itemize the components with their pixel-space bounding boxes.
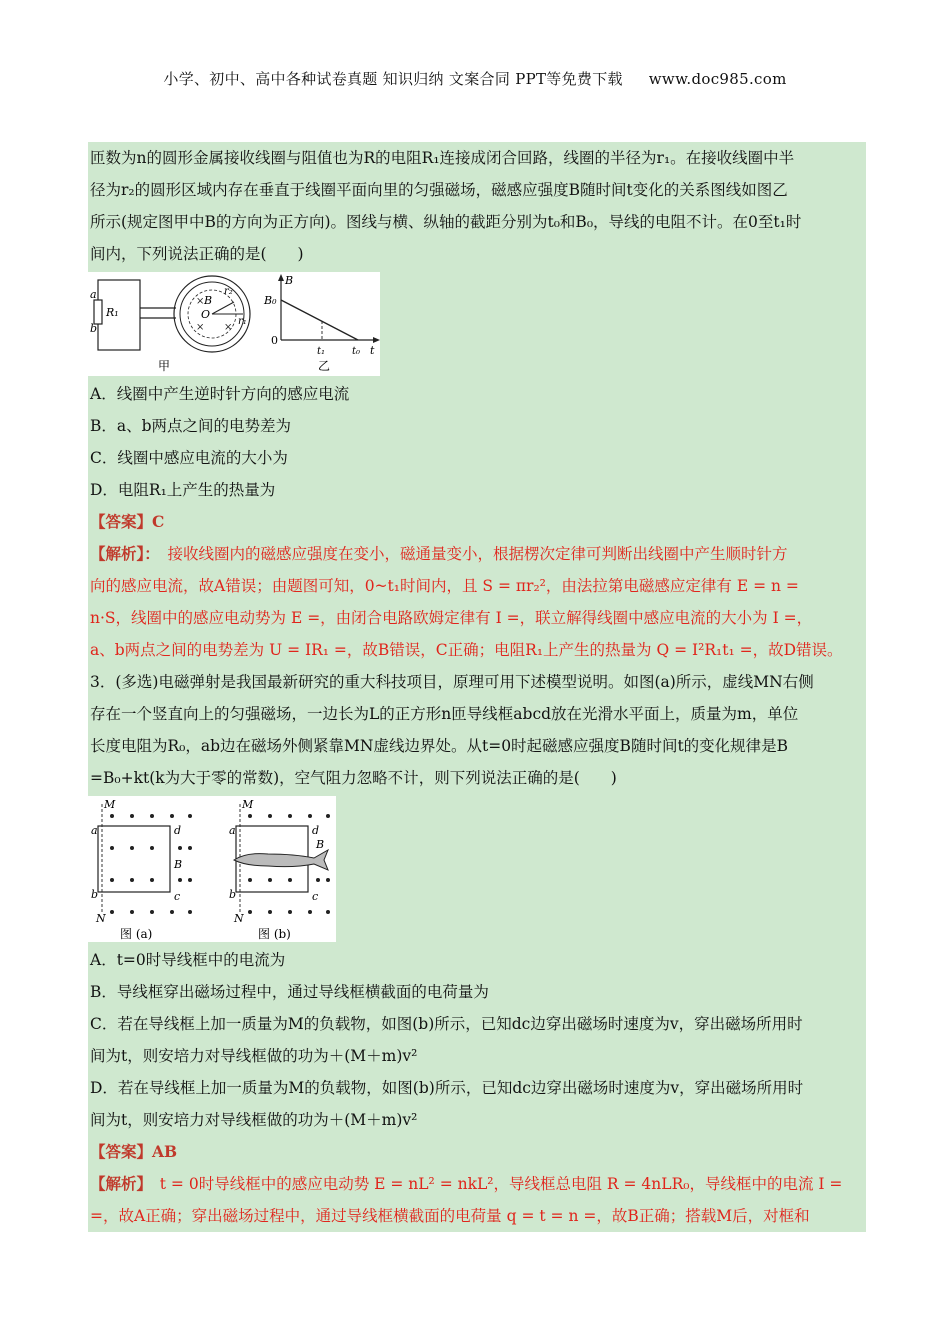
label-B: B xyxy=(204,294,213,307)
q3-analysis-line: t = 0时导线框中的感应电动势 E = nL² = nkL²，导线框总电阻 R = 4nLR₀，导线框中的电流 I = xyxy=(144,1175,843,1193)
svg-text:×: × xyxy=(196,296,205,307)
fig-a-M: M xyxy=(104,798,116,811)
label-r1: r₁ xyxy=(238,316,247,327)
graph-t: t xyxy=(370,344,375,357)
q2-answer: 【答案】C xyxy=(90,512,165,531)
graph-B0: B₀ xyxy=(264,294,277,307)
q3-option: 间为t，则安培力对导线框做的功为＋(M＋m)v² xyxy=(90,1111,418,1129)
q3-analysis-line: =，故A正确；穿出磁场过程中，通过导线框横截面的电荷量 q = t = n =，故B正确；搭载M后，对框和 xyxy=(90,1207,810,1225)
q2-analysis-line: 向的感应电流，故A错误；由题图可知，0~t₁时间内，且 S = πr₂²，由法拉第电磁感应定律有 E = n = xyxy=(90,577,799,595)
svg-text:×: × xyxy=(224,322,233,333)
label-R1: R₁ xyxy=(106,306,119,319)
q2-option: C．线圈中感应电流的大小为 xyxy=(90,449,288,467)
q2-line: 所示(规定图甲中B的方向为正方向)。图线与横、纵轴的截距分别为t₀和B₀，导线的电阻不计。在0至t₁时 xyxy=(90,213,802,231)
question-panel xyxy=(88,142,866,1232)
fig-b-c: c xyxy=(312,890,319,903)
fig-a-b: b xyxy=(91,888,99,901)
fig-b-M: M xyxy=(242,798,254,811)
fig-a-c: c xyxy=(174,890,181,903)
q3-option: D．若在导线框上加一质量为M的负载物，如图(b)所示，已知dc边穿出磁场时速度为v，穿出磁场所用时 xyxy=(90,1079,804,1097)
label-yi: 乙 xyxy=(318,359,331,373)
fig-b-a: a xyxy=(229,824,236,837)
q3-option: 间为t，则安培力对导线框做的功为＋(M＋m)v² xyxy=(90,1047,418,1065)
q2-analysis-line: 接收线圈内的磁感应强度在变小，磁通量变小，根据楞次定律可判断出线圈中产生顺时针方 xyxy=(152,545,788,563)
q3-line: =B₀+kt(k为大于零的常数)，空气阻力忽略不计，则下列说法正确的是( ) xyxy=(90,769,617,787)
q3-line: 3．(多选)电磁弹射是我国最新研究的重大科技项目，原理可用下述模型说明。如图(a)所示，虚线MN右侧 xyxy=(90,673,814,691)
graph-yaxis: B xyxy=(285,274,294,287)
q3-answer: 【答案】AB xyxy=(90,1142,178,1161)
q2-figure xyxy=(88,270,866,378)
label-jia: 甲 xyxy=(158,359,171,373)
fig-a-B: B xyxy=(174,858,183,871)
fig-b-d: d xyxy=(312,824,320,837)
fig-b-B: B xyxy=(316,838,325,851)
graph-zero: 0 xyxy=(271,334,278,347)
label-a: a xyxy=(90,288,97,301)
q2-line: 间内，下列说法正确的是( ) xyxy=(90,245,304,263)
q2-analysis-line: n·S，线圈中的感应电动势为 E =，由闭合电路欧姆定律有 I =，联立解得线圈中感应电流的大小为 I =， xyxy=(90,609,813,627)
fig-a-N: N xyxy=(96,912,106,925)
graph-t1: t₁ xyxy=(317,346,326,357)
page-header xyxy=(0,68,950,89)
fig-b-N: N xyxy=(234,912,244,925)
q2-line: 匝数为n的圆形金属接收线圈与阻值也为R的电阻R₁连接成闭合回路，线圈的半径为r₁。在接收线圈中半 xyxy=(90,149,795,167)
q2-analysis-label: 【解析】： xyxy=(90,544,153,563)
q3-option: C．若在导线框上加一质量为M的负载物，如图(b)所示，已知dc边穿出磁场时速度为v，穿出磁场所用时 xyxy=(90,1015,803,1033)
label-r2: r₂ xyxy=(224,286,233,297)
fig-a-caption: 图 (a) xyxy=(120,927,153,941)
q2-option: B．a、b两点之间的电势差为 xyxy=(90,417,292,435)
q3-line: 存在一个竖直向上的匀强磁场，一边长为L的正方形n匝导线框abcd放在光滑水平面上，质量为m，单位 xyxy=(90,705,799,723)
label-O: O xyxy=(201,308,211,321)
q2-option: D．电阻R₁上产生的热量为 xyxy=(90,481,276,499)
header-site: www.doc985.com xyxy=(648,70,787,88)
fig-b-b: b xyxy=(229,888,237,901)
q3-figure xyxy=(88,794,866,944)
label-b: b xyxy=(90,322,98,335)
q3-analysis-label: 【解析】 xyxy=(90,1174,145,1193)
fig-b-caption: 图 (b) xyxy=(258,927,291,941)
svg-text:×: × xyxy=(196,322,205,333)
q3-option: B．导线框穿出磁场过程中，通过导线框横截面的电荷量为 xyxy=(90,983,489,1001)
q2-diagram xyxy=(88,272,380,376)
q3-option: A．t=0时导线框中的电流为 xyxy=(90,951,286,969)
q2-line: 径为r₂的圆形区域内存在垂直于线圈平面向里的匀强磁场，磁感应强度B随时间t变化的关系图线如图乙 xyxy=(90,181,788,199)
fig-a-a: a xyxy=(91,824,98,837)
q2-option: A．线圈中产生逆时针方向的感应电流 xyxy=(90,385,350,403)
header-text: 小学、初中、高中各种试卷真题 知识归纳 文案合同 PPT等免费下载 xyxy=(163,70,623,88)
fig-a-d: d xyxy=(174,824,182,837)
q3-line: 长度电阻为R₀，ab边在磁场外侧紧靠MN虚线边界处。从t=0时起磁感应强度B随时间t的变化规律是B xyxy=(90,737,789,755)
q2-analysis-line: a、b两点之间的电势差为 U = IR₁ =，故B错误，C正确；电阻R₁上产生的热量为 Q = I²R₁t₁ =，故D错误。 xyxy=(90,641,843,659)
q3-diagram xyxy=(88,796,336,942)
graph-t0: t₀ xyxy=(352,346,361,357)
